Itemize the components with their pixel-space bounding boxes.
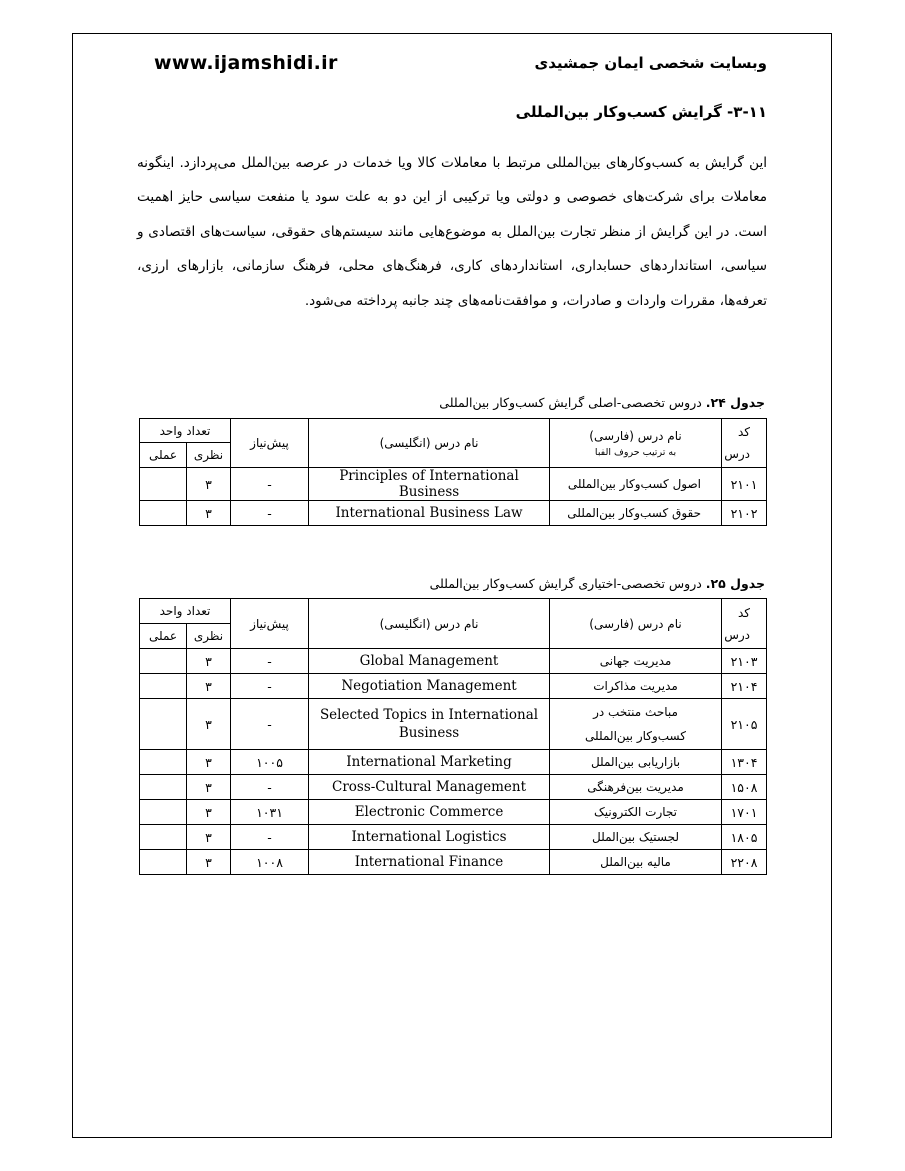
course-name-en: Cross-Cultural Management (309, 775, 550, 800)
table-row (140, 674, 767, 699)
table24-caption-text: دروس تخصصی-اصلی گرایش کسب‌وکار بین‌المللی (439, 395, 706, 410)
course-code: ۲۱۰۵ (722, 699, 767, 750)
course-name-fa: مدیریت جهانی (550, 649, 722, 674)
course-name-en: Principles of International Business (309, 468, 550, 501)
site-name: وبسایت شخصی ایمان جمشیدی (534, 54, 767, 72)
table25-caption-label: جدول ۲۵. (705, 576, 765, 591)
table-row (140, 800, 767, 825)
course-name-fa: مدیریت مذاکرات (550, 674, 722, 699)
course-code: ۱۵۰۸ (722, 775, 767, 800)
course-practical (140, 775, 187, 800)
course-name-fa: تجارت الکترونیک (550, 800, 722, 825)
course-theory: ۳ (187, 468, 231, 501)
course-practical (140, 649, 187, 674)
course-name-en: Electronic Commerce (309, 800, 550, 825)
header-code: کد درس (722, 419, 767, 468)
course-name-fa: حقوق کسب‌وکار بین‌المللی (550, 501, 722, 526)
course-theory: ۳ (187, 501, 231, 526)
table-row (140, 775, 767, 800)
table24-caption (439, 395, 765, 410)
header-theory: نظری (187, 624, 231, 649)
course-practical (140, 750, 187, 775)
course-name-fa: مالیه بین‌الملل (550, 850, 722, 875)
course-name-en: International Logistics (309, 825, 550, 850)
course-theory: ۳ (187, 674, 231, 699)
course-code: ۱۳۰۴ (722, 750, 767, 775)
site-url[interactable]: www.ijamshidi.ir (154, 52, 338, 74)
section-paragraph: این گرایش به کسب‌وکارهای بین‌المللی مرتبط با معاملات کالا ویا خدمات در عرصه بین‌الملل می‌پردازد. اینگونه معاملات برای شرکت‌های خصوصی و دولتی ویا ترکیبی از این دو به علت سود یا منفعت سیاسی حایز اهمیت است. در این گرایش از منظر تجارت بین‌الملل به موضوع‌هایی مانند سیستم‌های حقوقی، سیاست‌های اقتصادی و سیاسی، استانداردهای حسابداری، استانداردهای کاری، فرهنگ‌های محلی، فرهنگ سازمانی، بازارهای ارزی، تعرفه‌ها، مقررات واردات و صادرات، و موافقت‌نامه‌های چند جانبه پرداخته می‌شود. (137, 155, 767, 309)
course-name-fa: اصول کسب‌وکار بین‌المللی (550, 468, 722, 501)
course-practical (140, 468, 187, 501)
course-theory: ۳ (187, 775, 231, 800)
header-practical: عملی (140, 624, 187, 649)
table-row (140, 850, 767, 875)
table24 (139, 418, 767, 526)
course-theory: ۳ (187, 850, 231, 875)
course-name-en: International Finance (309, 850, 550, 875)
header-name-fa-note: به ترتیب حروف الفبا (594, 446, 677, 458)
course-prereq: ۱۰۳۱ (231, 800, 309, 825)
course-prereq: - (231, 825, 309, 850)
course-code: ۲۱۰۴ (722, 674, 767, 699)
course-prereq: - (231, 649, 309, 674)
course-theory: ۳ (187, 800, 231, 825)
header-prereq: پیش‌نیاز (231, 419, 309, 468)
header-practical: عملی (140, 443, 187, 468)
course-practical (140, 501, 187, 526)
course-theory: ۳ (187, 750, 231, 775)
course-prereq: - (231, 501, 309, 526)
course-name-fa: لجستیک بین‌الملل (550, 825, 722, 850)
course-theory: ۳ (187, 649, 231, 674)
course-prereq: - (231, 674, 309, 699)
course-name-en: International Marketing (309, 750, 550, 775)
course-name-en: Selected Topics in International Business (309, 699, 550, 750)
course-practical (140, 800, 187, 825)
table-row (140, 501, 767, 526)
header-name-fa: نام درس (فارسی) به ترتیب حروف الفبا (550, 419, 722, 468)
course-name-en: Global Management (309, 649, 550, 674)
header-name-en: نام درس (انگلیسی) (309, 599, 550, 649)
course-practical (140, 699, 187, 750)
course-code: ۲۲۰۸ (722, 850, 767, 875)
course-practical (140, 850, 187, 875)
course-name-fa: مباحث منتخب در کسب‌وکار بین‌المللی (550, 699, 722, 750)
course-theory: ۳ (187, 699, 231, 750)
table-row (140, 649, 767, 674)
header-units: تعداد واحد (140, 599, 231, 624)
course-code: ۲۱۰۱ (722, 468, 767, 501)
table-row (140, 825, 767, 850)
section-title: ۳-۱۱- گرایش کسب‌وکار بین‌المللی (515, 103, 767, 121)
table24-caption-label: جدول ۲۴. (705, 395, 765, 410)
course-code: ۱۸۰۵ (722, 825, 767, 850)
course-name-fa: مدیریت بین‌فرهنگی (550, 775, 722, 800)
header-prereq: پیش‌نیاز (231, 599, 309, 649)
course-practical (140, 674, 187, 699)
course-name-fa: بازاریابی بین‌الملل (550, 750, 722, 775)
course-prereq: - (231, 775, 309, 800)
course-code: ۲۱۰۳ (722, 649, 767, 674)
table25-caption (430, 576, 765, 591)
course-prereq: ۱۰۰۸ (231, 850, 309, 875)
course-code: ۲۱۰۲ (722, 501, 767, 526)
course-name-en: Negotiation Management (309, 674, 550, 699)
course-practical (140, 825, 187, 850)
course-name-en: International Business Law (309, 501, 550, 526)
course-code: ۱۷۰۱ (722, 800, 767, 825)
header-name-en: نام درس (انگلیسی) (309, 419, 550, 468)
table-row (140, 750, 767, 775)
table-row (140, 468, 767, 501)
header-units: تعداد واحد (140, 419, 231, 443)
course-prereq: ۱۰۰۵ (231, 750, 309, 775)
course-prereq: - (231, 699, 309, 750)
table25-caption-text: دروس تخصصی-اختیاری گرایش کسب‌وکار بین‌المللی (429, 576, 706, 591)
course-theory: ۳ (187, 825, 231, 850)
table25 (139, 598, 767, 875)
header-code: کد درس (722, 599, 767, 649)
course-prereq: - (231, 468, 309, 501)
header-theory: نظری (187, 443, 231, 468)
table-row (140, 699, 767, 750)
header-name-fa: نام درس (فارسی) (550, 599, 722, 649)
